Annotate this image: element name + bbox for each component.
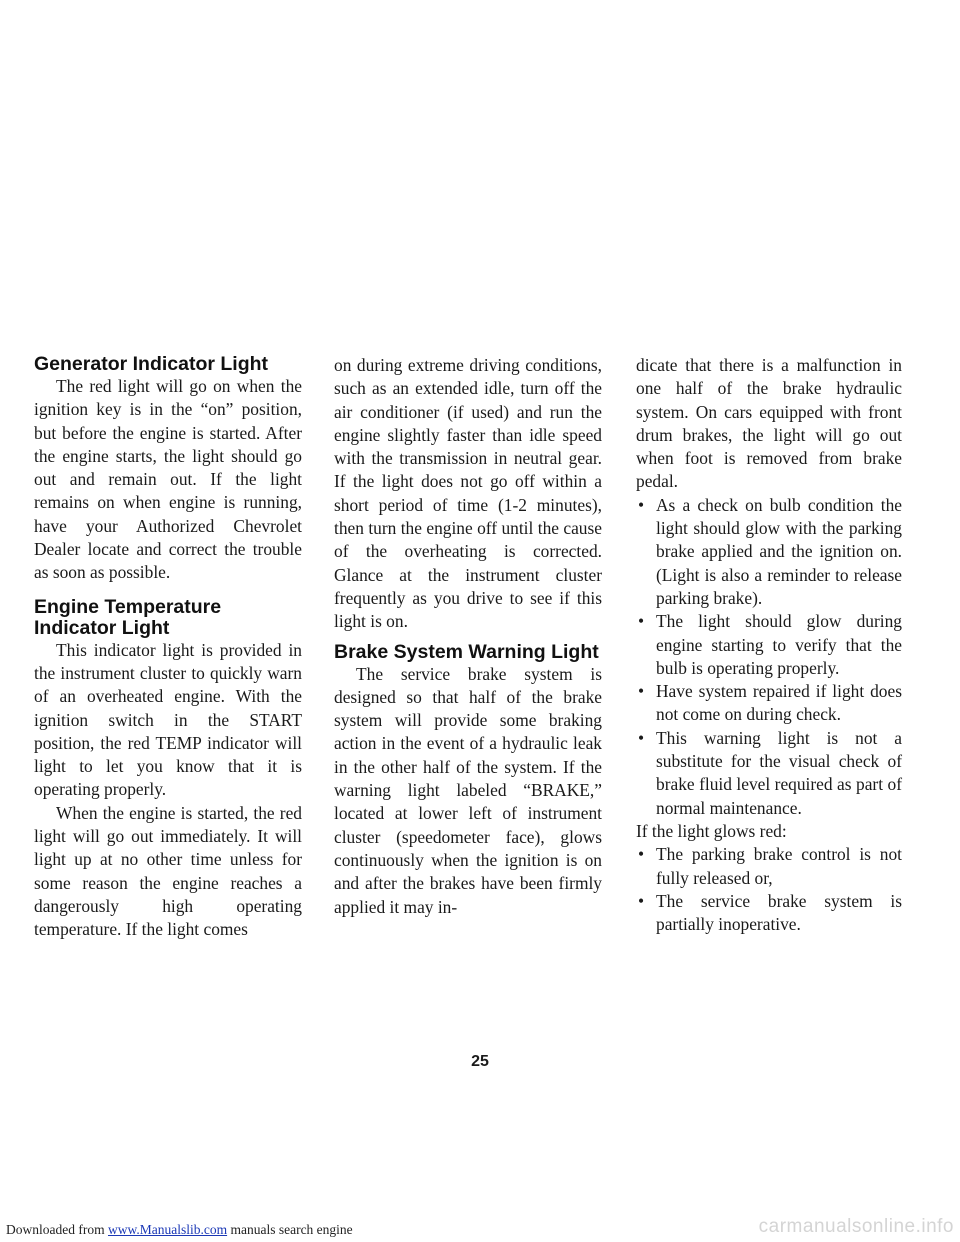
bullet-icon: • [638, 890, 645, 911]
bullet-icon: • [638, 494, 645, 515]
bullet-list [636, 494, 902, 820]
heading-brake-system-warning-light: Brake System Warning Light [334, 640, 599, 663]
paragraph: dicate that there is a malfunction in one half of the brake hydraulic system. On cars equipped with front drum brakes, the light will go out when foot is removed from brake pedal. [636, 355, 902, 492]
list-item: • As a check on bulb condition the light should glow with the parking brake applied and the ignition on. (Light is also a reminder to release parking brake). [638, 494, 902, 608]
bullet-list [636, 843, 902, 936]
paragraph: If the light glows red: [636, 820, 787, 841]
paragraph: The service brake system is designed so that half of the brake system will provide some braking action in the event of a hydraulic leak in the other half of the system. If the warning light labeled “BRAKE,” located at lower left of instrument cluster (speedometer face), glows continuously when the ignition is on and after the brakes have been firmly applied it may in- [334, 663, 602, 917]
bullet-icon: • [638, 844, 645, 865]
paragraph: When the engine is started, the red light will go out immediately. It will light up at no other time unless for some reason the engine reaches a dangerously high operating temperature. If the light comes [34, 802, 302, 940]
column-3 [636, 354, 902, 936]
paragraph: This indicator light is provided in the instrument cluster to quickly warn of an overheated engine. With the ignition switch in the START position, the red TEMP indicator will light to let you know that it is operating properly. [34, 639, 302, 800]
column-1 [34, 354, 302, 942]
download-footer: Downloaded from www.Manualslib.com manuals search engine [6, 1222, 353, 1237]
page-number: 25 [471, 1053, 489, 1070]
manualslib-link[interactable]: www.Manualslib.com [107, 1222, 228, 1237]
list-item: • The light should glow during engine starting to verify that the bulb is operating properly. [638, 611, 902, 678]
bullet-icon: • [638, 681, 645, 702]
bullet-icon: • [638, 611, 645, 632]
column-2 [334, 354, 602, 919]
list-item: • This warning light is not a substitute for the visual check of brake fluid level required as part of normal maintenance. [638, 727, 902, 818]
watermark: carmanualsonline.info [758, 1216, 954, 1237]
list-item: • The parking brake control is not fully released or, [638, 844, 902, 888]
heading-engine-temperature-indicator-light: Engine Temperature Indicator Light [34, 595, 222, 639]
paragraph: on during extreme driving conditions, such as an extended idle, turn off the air conditioner (if used) and run the engine slightly faster than idle speed with the transmission in neutral gear. If the light does not go off within a short period of time (1-2 minutes), then turn the engine off until the cause of the overheating is corrected. Glance at the instrument cluster frequently as you drive to see if this light is on. [334, 355, 602, 632]
list-item: • Have system repaired if light does not come on during check. [638, 681, 902, 725]
list-item: • The service brake system is partially inoperative. [638, 890, 902, 935]
heading-generator-indicator-light: Generator Indicator Light [34, 353, 269, 375]
bullet-icon: • [638, 727, 645, 748]
paragraph: The red light will go on when the ignition key is in the “on” position, but before the engine is started. After the engine starts, the light should go out and remain out. If the light remains on when engine is running, have your Authorized Chevrolet Dealer locate and correct the trouble as soon as possible. [34, 376, 302, 583]
